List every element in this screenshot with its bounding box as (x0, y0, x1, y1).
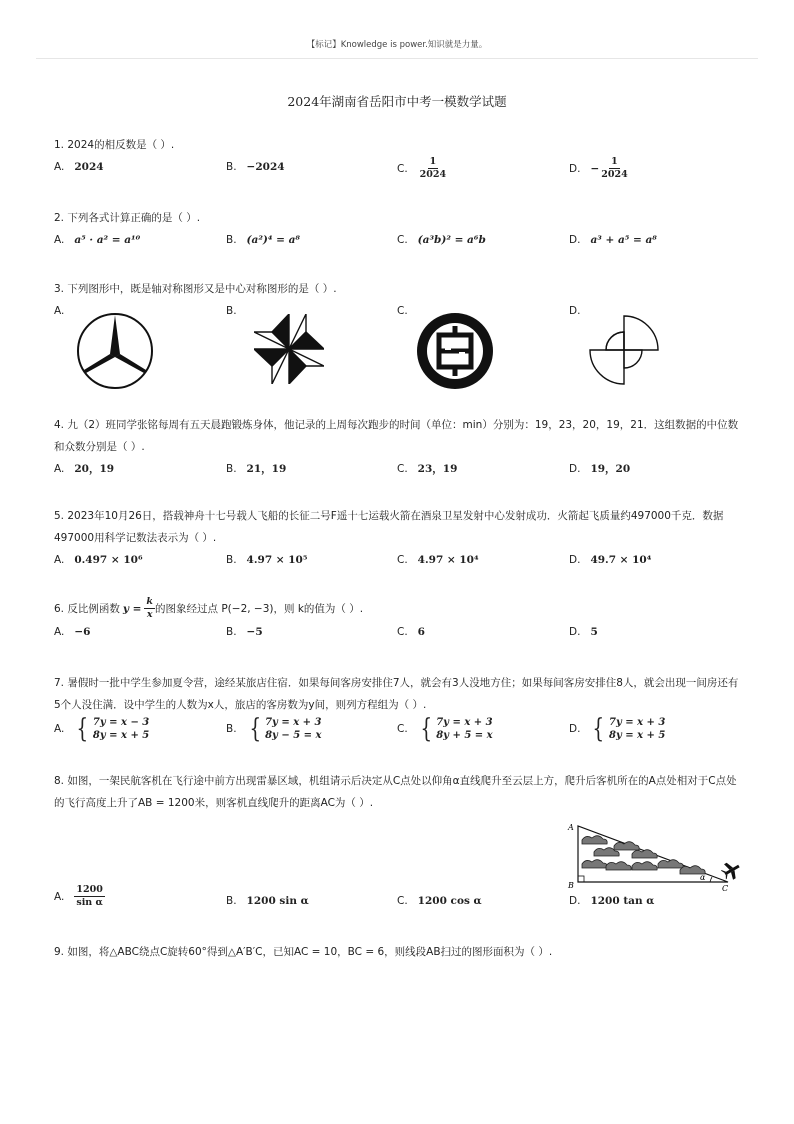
option-text: 1200 tan α (590, 895, 655, 907)
option-text: 0.497 × 10⁶ (74, 554, 143, 566)
climb-diagram (562, 820, 744, 892)
question-6 (54, 596, 744, 645)
option-b[interactable]: B. (a²)⁴ = a⁸ (226, 229, 300, 251)
question-7 (54, 672, 744, 748)
option-d[interactable]: D. a³ + a⁵ = a⁸ (569, 229, 657, 251)
question-stem: 2. 下列各式计算正确的是（ ）. (54, 212, 201, 224)
option-text: 1200 cos α (417, 895, 482, 907)
question-stem: 9. 如图，将△ABC绕点C旋转60°得到△A′B′C，已知AC = 10，BC = 6，则线段AB扫过的图形面积为（ ）. (54, 946, 553, 958)
option-b[interactable]: B. 1200 sin α (226, 890, 309, 912)
equation-system: { 7y = x + 3 8y + 5 = x (420, 714, 493, 744)
option-a[interactable]: A. a⁵ · a² = a¹⁰ (54, 229, 140, 251)
quarter-circle-fan-icon (584, 310, 664, 390)
option-text: 6 (417, 626, 425, 638)
option-c[interactable]: C. $\frac{1}{2024}$ (397, 156, 447, 180)
equation-system: { 7y = x − 3 8y = x + 5 (76, 714, 150, 744)
option-a[interactable]: A. (54, 305, 65, 317)
option-a[interactable]: A. 20，19 (54, 458, 114, 480)
angle-label: α (700, 873, 706, 882)
question-5 (54, 505, 744, 573)
question-4 (54, 414, 744, 482)
option-d[interactable]: D. 5 (569, 621, 598, 643)
option-text: 49.7 × 10⁴ (590, 554, 652, 566)
question-9 (54, 941, 744, 963)
option-a[interactable]: A. $\frac{1200}{\text{sin α}}$ (54, 884, 103, 908)
airplane-icon (719, 858, 744, 883)
page-title: 2024年湖南省岳阳市中考一模数学试题 (287, 94, 507, 109)
option-d[interactable]: D. 19，20 (569, 458, 630, 480)
option-text: 19，20 (590, 463, 631, 475)
option-text: 4.97 × 10⁵ (246, 554, 308, 566)
question-stem: 8. 如图，一架民航客机在飞行途中前方出现雷暴区域，机组请示后决定从C点处以仰角α直线爬升至云层上方，爬升后客机所在的A点处相对于C点处的飞行高度上升了AB = 1200米，则客机直线爬升的距离AC为（ ）. (54, 775, 737, 809)
option-text: 23，19 (417, 463, 458, 475)
option-b[interactable]: B. −5 (226, 621, 263, 643)
option-b[interactable]: B. (226, 305, 237, 317)
fraction: $\frac{1}{2024}$ (601, 156, 628, 180)
question-stem: 4. 九（2）班同学张铭每周有五天晨跑锻炼身体，他记录的上周每次跑步的时间（单位：min）分别为：19，23，20，19，21．这组数据的中位数和众数分别是（ ）. (54, 419, 739, 453)
option-c[interactable]: C. (397, 305, 408, 317)
option-text: 4.97 × 10⁴ (417, 554, 479, 566)
fraction: $\frac{1200}{\text{sin α}}$ (76, 884, 103, 908)
question-stem: 7. 暑假时一批中学生参加夏令营，途经某旅店住宿．如果每间客房安排住7人，就会有3人没地方住；如果每间客房安排住8人，就会出现一间房还有5个人没住满．设中学生的人数为x人，旅店的客房数为y间，则列方程组为（ ）. (54, 677, 739, 711)
option-text: 2024 (74, 161, 104, 173)
option-text: a³ + a⁵ = a⁸ (590, 234, 657, 246)
question-1 (54, 134, 744, 180)
fraction: $\frac{1}{2024}$ (419, 156, 447, 180)
option-c[interactable]: C. 1200 cos α (397, 890, 482, 912)
option-d[interactable]: D. − $\frac{1}{2024}$ (569, 156, 628, 180)
option-text: 20，19 (74, 463, 115, 475)
equation-system: { 7y = x + 3 8y − 5 = x (249, 714, 322, 744)
option-b[interactable]: B. 21，19 (226, 458, 286, 480)
option-b[interactable]: B. 4.97 × 10⁵ (226, 549, 307, 571)
option-d[interactable]: D. (569, 305, 581, 317)
option-d[interactable]: D. 1200 tan α (569, 890, 654, 912)
option-a[interactable]: A. 2024 (54, 156, 104, 178)
bank-logo-icon (416, 312, 494, 390)
fraction: $\frac{k}{x}$ (146, 596, 154, 620)
point-a-label: A (568, 823, 574, 832)
point-c-label: C (722, 884, 729, 892)
header-divider (36, 58, 758, 59)
option-text: −5 (246, 626, 263, 638)
option-c[interactable]: C. 6 (397, 621, 425, 643)
option-d[interactable]: D. 49.7 × 10⁴ (569, 549, 651, 571)
question-3 (54, 278, 744, 386)
option-text: 5 (590, 626, 598, 638)
option-text: −6 (74, 626, 91, 638)
pinwheel-icon (254, 314, 324, 384)
option-a[interactable]: A. 0.497 × 10⁶ (54, 549, 143, 571)
option-b[interactable]: B. −2024 (226, 156, 285, 178)
question-8 (54, 770, 744, 920)
question-2 (54, 207, 744, 253)
question-stem: 5. 2023年10月26日，搭载神舟十七号载人飞船的长征二号F遥十七运载火箭在酒泉卫星发射中心发射成功．火箭起飞质量约497000千克．数据497000用科学记数法表示为（ ）. (54, 510, 724, 544)
option-text: a⁵ · a² = a¹⁰ (74, 234, 141, 246)
point-b-label: B (568, 881, 574, 890)
option-a[interactable]: A. { 7y = x − 3 8y = x + 5 (54, 714, 150, 744)
option-a[interactable]: A. −6 (54, 621, 90, 643)
question-stem: 3. 下列图形中，既是轴对称图形又是中心对称图形的是（ ）. (54, 283, 337, 295)
option-b[interactable]: B. { 7y = x + 3 8y − 5 = x (226, 714, 322, 744)
option-c[interactable]: C. { 7y = x + 3 8y + 5 = x (397, 714, 493, 744)
three-pointed-star-icon (76, 312, 154, 390)
option-text: (a²)⁴ = a⁸ (246, 234, 300, 246)
option-c[interactable]: C. 23，19 (397, 458, 457, 480)
equation-system: { 7y = x + 3 8y = x + 5 (592, 714, 666, 744)
option-text: (a³b)² = a⁶b (417, 234, 486, 246)
option-text: 1200 sin α (246, 895, 309, 907)
option-c[interactable]: C. 4.97 × 10⁴ (397, 549, 479, 571)
option-c[interactable]: C. (a³b)² = a⁶b (397, 229, 486, 251)
option-d[interactable]: D. { 7y = x + 3 8y = x + 5 (569, 714, 666, 744)
question-stem: 1. 2024的相反数是（ ）. (54, 139, 175, 151)
question-stem: 6. 反比例函数 y = $\frac{k}{x}$ 的图象经过点 P(−2, −3)，则 k的值为（ ）. (54, 596, 364, 620)
page-header: 【标记】Knowledge is power.知识就是力量。 (306, 40, 488, 50)
option-text: 21，19 (246, 463, 287, 475)
option-text: −2024 (246, 161, 285, 173)
